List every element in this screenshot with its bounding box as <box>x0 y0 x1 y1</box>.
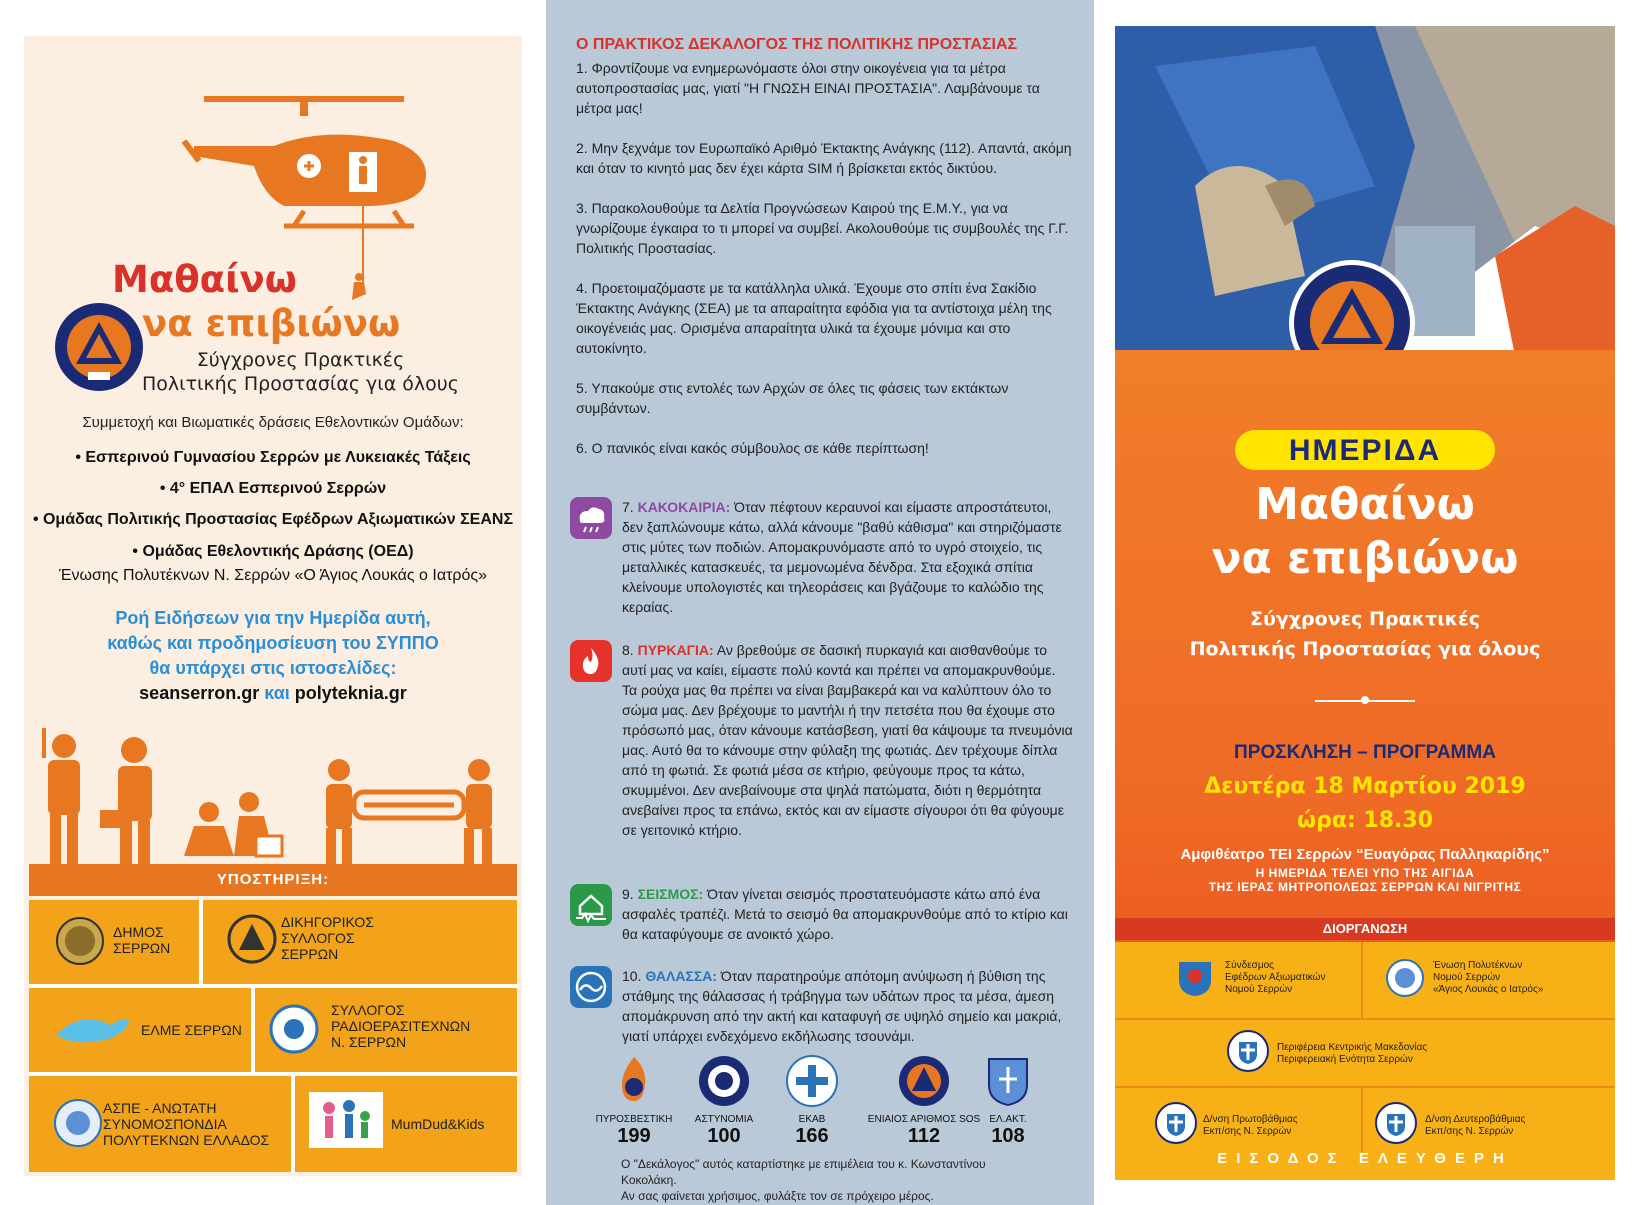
patronage <box>1115 866 1615 894</box>
event-badge: ΗΜΕΡΙΔΑ <box>1235 430 1495 470</box>
supporter-radio-amateurs <box>255 988 517 1072</box>
ambulance-emblem-icon <box>786 1055 838 1107</box>
rules-list <box>576 58 1076 478</box>
supporters-grid <box>29 900 517 1172</box>
family-logo-icon <box>309 1092 383 1148</box>
participation-intro: Συμμετοχή και Βιωματικές δράσεις Εθελοντικών Ομάδων: <box>82 414 464 431</box>
organizer-label: Ένωση Πολυτέκνων Νομού Σερρών «Άγιος Λουκάς ο Ιατρός» <box>1433 960 1544 995</box>
participant-item: • Εσπερινού Γυμνασίου Σερρών με Λυκειακές Τάξεις <box>75 449 471 466</box>
rule-9-number: 9. <box>622 886 634 902</box>
greek-emblem-icon <box>1375 1102 1417 1144</box>
rule-8 <box>622 640 1074 840</box>
emergency-number[interactable]: 100 <box>707 1125 741 1147</box>
emergency-name: ΕΝΙΑΙΟΣ ΑΡΙΘΜΟΣ SOS <box>867 1114 981 1125</box>
rule-item: 5. Υπακούμε στις εντολές των Αρχών σε όλες τις φάσεις των εκτάκτων συμβάντων. <box>576 380 1009 416</box>
supporter-label: ΕΛΜΕ ΣΕΡΡΩΝ <box>141 1022 242 1038</box>
rule-7-heading: ΚΑΚΟΚΑΙΡΙΑ: <box>637 499 731 515</box>
right-subtitle <box>1115 604 1615 664</box>
emergency-ekav <box>762 1055 862 1147</box>
left-subtitle <box>142 348 459 396</box>
right-title-line2: να επιβιώνω <box>1211 533 1519 584</box>
participant-item: Ένωσης Πολυτέκνων Ν. Σερρών «Ο Άγιος Λουκάς ο Ιατρός» <box>58 567 488 584</box>
aspe-logo-icon <box>53 1098 103 1148</box>
event-info-area <box>1115 350 1615 1180</box>
emergency-number[interactable]: 199 <box>617 1125 651 1147</box>
news-line3: θα υπάρχει στις ιστοσελίδες: <box>149 658 397 678</box>
emergency-name: ΕΚΑΒ <box>798 1114 826 1125</box>
large-families-logo-icon <box>1385 958 1425 998</box>
reserve-officers-logo-icon <box>1175 958 1215 998</box>
left-title-line1: Μαθαίνω <box>112 258 297 301</box>
rule-8-number: 8. <box>622 642 634 658</box>
supporter-aspe <box>29 1076 291 1172</box>
dove-logo-icon <box>51 1010 131 1050</box>
supporter-mumdudkids <box>295 1076 517 1172</box>
rule-9 <box>622 884 1074 944</box>
credit-line2: Αν σας φαίνεται χρήσιμος, φυλάξτε τον σε πρόχειρο μέρος. <box>621 1189 934 1203</box>
program-label: ΠΡΟΣΚΛΗΣΗ – ΠΡΟΓΡΑΜΜΑ <box>1234 742 1496 763</box>
rule-7-text: Όταν πέφτουν κεραυνοί και είμαστε απροστάτευτοι, δεν ξαπλώνουμε κάτω, αλλά κάνουμε "βαθύ κάθισμα" και στηριζόμαστε στις μύτες των ποδιών. Απομακρυνόμαστε από το υγρό στοιχείο, τις μεταλλικές κατασκευές, τα μεμονωμένα δένδρα. Στα εξοχικά σπίτια κλείνουμε υπολογιστές και τηλεοράσεις και βγάζουμε το καλώδιο της κεραίας. <box>622 499 1062 615</box>
emergency-name: ΠΥΡΟΣΒΕΣΤΙΚΗ <box>595 1114 673 1125</box>
grid-divider <box>1361 942 1363 1018</box>
coast-guard-emblem-icon <box>985 1055 1031 1107</box>
emergency-name: ΑΣΤΥΝΟΜΙΑ <box>694 1114 754 1125</box>
patronage-line1: Η ΗΜΕΡΙΔΑ ΤΕΛΕΙ ΥΠΟ ΤΗΣ ΑΙΓΙΔΑ <box>1255 866 1475 880</box>
tsunami-icon <box>570 966 612 1008</box>
civil-protection-emblem-icon <box>898 1055 950 1107</box>
event-venue: Αμφιθέατρο ΤΕΙ Σερρών “Ευαγόρας Παλληκαρίδης” <box>1180 846 1550 863</box>
left-panel <box>0 0 545 1205</box>
news-line2: καθώς και προδημοσίευση του ΣΥΠΠΟ <box>107 633 439 653</box>
rule-item: 6. Ο πανικός είναι κακός σύμβουλος σε κάθε περίπτωση! <box>576 440 929 456</box>
rule-8-heading: ΠΥΡΚΑΓΙΑ: <box>637 642 714 658</box>
supporter-dikigorikos <box>203 900 517 984</box>
left-title <box>112 258 400 346</box>
emergency-number[interactable]: 108 <box>991 1125 1025 1147</box>
police-emblem-icon <box>698 1055 750 1107</box>
right-panel <box>1095 0 1640 1205</box>
emergency-name: ΕΛ.ΑΚΤ. <box>989 1114 1027 1125</box>
rule-9-heading: ΣΕΙΣΜΟΣ: <box>637 886 704 902</box>
left-subtitle-line2: Πολιτικής Προστασίας για όλους <box>142 373 459 395</box>
helicopter-icon <box>164 86 464 286</box>
rescue-people-illustration-icon <box>34 726 512 866</box>
right-subtitle-line2: Πολιτικής Προστασίας για όλους <box>1189 638 1541 660</box>
supporter-label: ΑΣΠΕ - ΑΝΩΤΑΤΗ ΣΥΝΟΜΟΣΠΟΝΔΙΑ ΠΟΛΥΤΕΚΝΩΝ ΕΛΛΑΔΟΣ <box>103 1100 270 1148</box>
rule-item: 1. Φροντίζουμε να ενημερωνόμαστε όλοι στην οικογένεια για τα μέτρα αυτοπροστασίας μας, γιατί "Η ΓΝΩΣΗ ΕΙΝΑΙ ΠΡΟΣΤΑΣΙΑ". Λαμβάνουμε τα μέτρα μας! <box>576 60 1040 116</box>
supporter-label: ΔΙΚΗΓΟΡΙΚΟΣ ΣΥΛΛΟΓΟΣ ΣΕΡΡΩΝ <box>281 914 374 962</box>
site-link-polyteknia[interactable]: polyteknia.gr <box>294 683 407 703</box>
bar-association-logo-icon <box>227 914 277 964</box>
participant-item: • 4° ΕΠΑΛ Εσπερινού Σερρών <box>159 480 387 497</box>
left-title-line2: να επιβιώνω <box>142 302 401 345</box>
left-panel-inner <box>24 36 522 1176</box>
credit-line1: Ο "Δεκάλογος" αυτός καταρτίστηκε με επιμέλεια του κ. Κωνσταντίνου Κοκολάκη. <box>621 1157 986 1187</box>
right-title-line1: Μαθαίνω <box>1255 479 1475 530</box>
free-entry: ΕΙΣΟΔΟΣ ΕΛΕΥΘΕΡΗ <box>1217 1150 1513 1167</box>
news-line1: Ροή Ειδήσεων για την Ημερίδα αυτή, <box>115 608 431 628</box>
support-bar: ΥΠΟΣΤΗΡΙΞΗ: <box>29 864 517 896</box>
organizers-bar: ΔΙΟΡΓΑΝΩΣΗ <box>1115 918 1615 940</box>
middle-panel <box>546 0 1094 1205</box>
decalogue-title: Ο ΠΡΑΚΤΙΚΟΣ ΔΕΚΑΛΟΓΟΣ ΤΗΣ ΠΟΛΙΤΙΚΗΣ ΠΡΟΣΤΑΣΙΑΣ <box>576 36 1018 53</box>
rule-7-number: 7. <box>622 499 634 515</box>
civil-protection-seal-icon <box>54 302 144 392</box>
event-time: ώρα: 18.30 <box>1296 808 1434 833</box>
event-datetime <box>1115 770 1615 838</box>
organizer-label: Σύνδεσμος Εφέδρων Αξιωματικών Νομού Σερρών <box>1225 960 1326 995</box>
radio-club-logo-icon <box>269 1004 319 1054</box>
emergency-fire <box>584 1055 684 1147</box>
rule-item: 2. Μην ξεχνάμε τον Ευρωπαϊκό Αριθμό Έκτακτης Ανάγκης (112). Απαντά, ακόμη και όταν το κινητό μας δεν έχει κάρτα SIM ή βρίσκεται εκτός δικτύου. <box>576 140 1072 176</box>
rule-7 <box>622 497 1074 617</box>
participant-item: • Ομάδας Εθελοντικής Δράσης (ΟΕΔ) <box>132 543 414 560</box>
supporter-label: ΣΥΛΛΟΓΟΣ ΡΑΔΙΟΕΡΑΣΙΤΕΧΝΩΝ Ν. ΣΕΡΡΩΝ <box>331 1002 471 1050</box>
event-date: Δευτέρα 18 Μαρτίου 2019 <box>1204 774 1526 799</box>
site-link-seanserron[interactable]: seanserron.gr <box>139 683 260 703</box>
participants-list <box>24 442 522 587</box>
earthquake-icon <box>570 884 612 926</box>
coin-logo-icon <box>55 916 105 966</box>
fire-service-emblem-icon <box>611 1055 657 1107</box>
grid-divider <box>1115 1018 1615 1020</box>
rule-10 <box>622 966 1074 1046</box>
rule-item: 4. Προετοιμαζόμαστε με τα κατάλληλα υλικά. Έχουμε στο σπίτι ένα Σακίδιο Έκτακτης Ανάγκης (ΣΕΑ) με τα απαραίτητα εφόδια για τα αντίστοιχα μέλη της οικογένειάς μας. Ορισμένα απαραίτητα υλικά τα έχουμε μόνιμα και στο αυτοκίνητο. <box>576 280 1052 356</box>
credit-note <box>621 1156 1041 1204</box>
fire-icon <box>570 640 612 682</box>
grid-divider <box>1361 1086 1363 1152</box>
storm-icon <box>570 497 612 539</box>
rule-10-heading: ΘΑΛΑΣΣΑ: <box>645 968 718 984</box>
rule-item: 3. Παρακολουθούμε τα Δελτία Προγνώσεων Καιρού της Ε.Μ.Υ., για να γνωρίζουμε έγκαιρα το τι μπορεί να συμβεί. Ακολουθούμε τις συμβουλές της Γ.Γ. Πολιτικής Προστασίας. <box>576 200 1069 256</box>
right-title <box>1115 478 1615 586</box>
rule-10-text: Όταν παρατηρούμε απότομη ανύψωση ή βύθιση της στάθμης της θάλασσας ή τράβηγμα των υδάτων προς τα μέσα, άμεση απομάκρυνση από την ακτή και καταφυγή σε υψηλό σημείο και μακριά, γιατί υπάρχει ενδεχόμενο εκδήλωσης τσουνάμι. <box>622 968 1062 1044</box>
patronage-line2: ΤΗΣ ΙΕΡΑΣ ΜΗΤΡΟΠΟΛΕΩΣ ΣΕΡΡΩΝ ΚΑΙ ΝΙΓΡΙΤΗΣ <box>1208 880 1522 894</box>
news-info <box>24 606 522 706</box>
grid-divider <box>1115 1086 1615 1088</box>
left-subtitle-line1: Σύγχρονες Πρακτικές <box>196 349 405 371</box>
greek-emblem-icon <box>1227 1030 1269 1072</box>
rule-9-text: Όταν γίνεται σεισμός προστατευόμαστε κάτω από ένα ασφαλές τραπέζι. Μετά το σεισμό θα απομακρυνθούμε από το κτίριο και θα καταφύγουμε σε ανοικτό χώρο. <box>622 886 1068 942</box>
emergency-number[interactable]: 166 <box>795 1125 829 1147</box>
rule-10-number: 10. <box>622 968 642 984</box>
supporter-elme <box>29 988 251 1072</box>
organizer-label: Περιφέρεια Κεντρικής Μακεδονίας Περιφερειακή Ενότητα Σερρών <box>1277 1042 1428 1065</box>
organizer-label: Δ/νση Πρωτοβάθμιας Εκπ/σης Ν. Σερρών <box>1203 1114 1298 1137</box>
news-sites <box>24 681 522 706</box>
and-word: και <box>264 683 290 703</box>
emergency-police <box>674 1055 774 1147</box>
right-subtitle-line1: Σύγχρονες Πρακτικές <box>1250 608 1480 630</box>
supporter-dimos-serron <box>29 900 199 984</box>
rule-8-text: Αν βρεθούμε σε δασική πυρκαγιά και αισθανθούμε το αυτί μας να καίει, είμαστε πολύ κοντά και πρέπει να απομακρυνθούμε. Τα ρούχα μας θα πρέπει να είναι βαμβακερά και να καλύπτουν όλο το σώμα μας. Δεν βρέχουμε το μαντήλι ή την πετσέτα που θα έχουμε στο πρόσωπό μας, όταν κάνουμε κατάσβεση, γιατί θα κάψουμε τα πνευμόνια μας. Αυτό θα το κάνουμε στην φύλαξη της φωτιάς. Δεν τρέχουμε δίπλα από τη φωτιά. Σε φωτιά μέσα σε κτήριο, φεύγουμε προς τα κάτω, σκυμμένοι. Δεν ανεβαίνουμε στα ψηλά πατώματα, διότι η θερμότητα ανεβαίνει προς τα επάνω, εκτός και αν είμαστε σίγουροι ότι θα φύγουμε σε γειτονικό κτήριο. <box>622 642 1073 838</box>
organizer-label: Δ/νση Δευτεροβάθμιας Εκπ/σης Ν. Σερρών <box>1425 1114 1526 1137</box>
organizers-grid <box>1115 942 1615 1180</box>
supporter-label: ΔΗΜΟΣ ΣΕΡΡΩΝ <box>113 924 171 956</box>
emergency-coastguard <box>958 1055 1058 1147</box>
greek-emblem-icon <box>1155 1102 1197 1144</box>
participant-item: • Ομάδας Πολιτικής Προστασίας Εφέδρων Αξιωματικών ΣΕΑΝΣ <box>32 511 514 528</box>
divider-dot <box>1361 696 1369 704</box>
emergency-number[interactable]: 112 <box>907 1125 941 1147</box>
supporter-label: MumDud&Kids <box>391 1116 485 1132</box>
